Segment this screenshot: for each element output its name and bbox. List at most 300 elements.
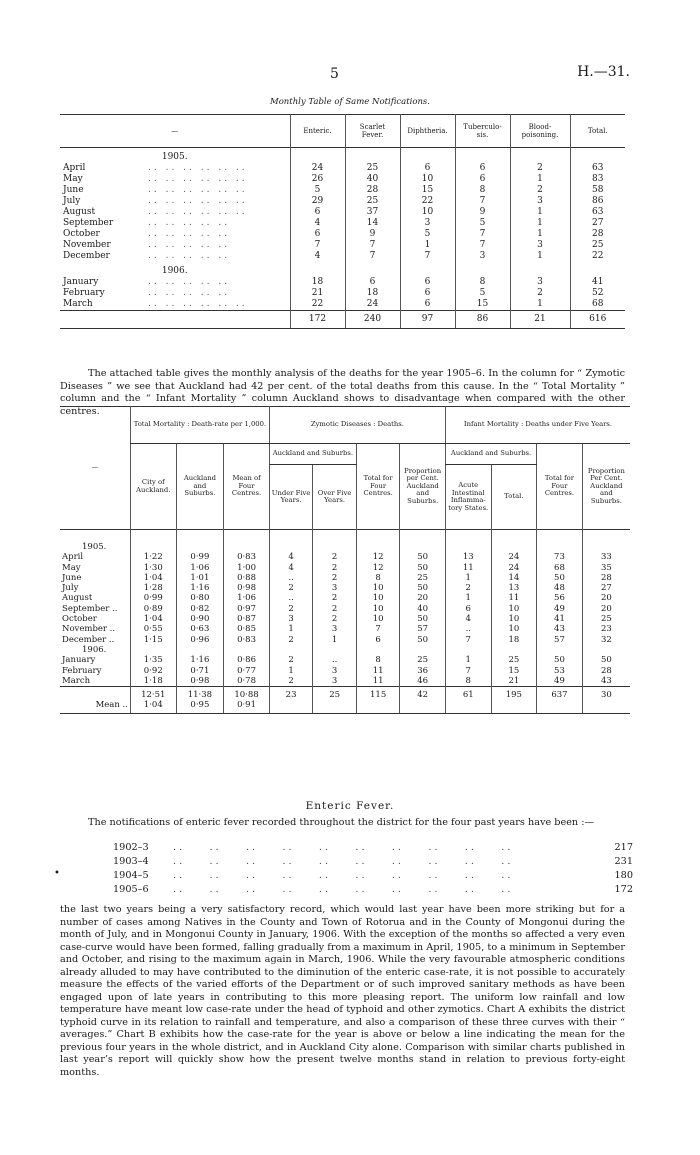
value-cell: 46 [400, 676, 446, 687]
value-cell: 3 [510, 277, 570, 288]
value-cell: 68 [570, 299, 625, 311]
value-cell: 1·30 [130, 563, 176, 573]
value-cell: 10 [491, 624, 537, 634]
infant-auckland-suburbs-header: Auckland and Suburbs. [445, 444, 536, 465]
table1-col-header: Enteric. [290, 115, 345, 148]
value-cell: .. [269, 573, 313, 583]
value-cell: 63 [570, 207, 625, 218]
value-cell: 13 [445, 552, 491, 562]
empty-cell [130, 530, 176, 553]
total-label-cell [60, 311, 290, 329]
value-cell: 0·99 [130, 593, 176, 603]
value-cell: 63 [570, 163, 625, 174]
value-cell: 1 [400, 240, 455, 251]
value-cell: 58 [570, 185, 625, 196]
value-cell: 43 [537, 624, 583, 634]
table-row [60, 552, 630, 562]
value-cell: 5 [290, 185, 345, 196]
empty-cell [537, 530, 583, 553]
table-row [60, 563, 630, 573]
table-row [60, 635, 630, 645]
empty-cell [269, 530, 313, 553]
value-cell: 1 [445, 655, 491, 665]
value-cell: 7 [356, 624, 400, 634]
value-cell: 50 [400, 614, 446, 624]
total-cell: 240 [345, 311, 400, 329]
value-cell: 56 [537, 593, 583, 603]
empty-cell [510, 262, 570, 277]
month-name: August [63, 207, 96, 217]
value-cell: 43 [582, 676, 630, 687]
value-cell: 0·97 [224, 604, 270, 614]
value-cell: 8 [356, 573, 400, 583]
value-cell: 11 [491, 593, 537, 603]
value-cell: 12 [356, 552, 400, 562]
value-cell: 20 [400, 593, 446, 603]
value-cell: 28 [345, 185, 400, 196]
sum-cell: 12·51 [130, 687, 176, 701]
value-cell: 1·04 [130, 614, 176, 624]
table-row [60, 163, 625, 174]
leader-dots: .. .. .. .. .. .. .. .. .. .. [173, 884, 514, 895]
table1-col-header: Blood- poisoning. [510, 115, 570, 148]
empty-cell [400, 530, 446, 553]
value-cell: 6 [290, 207, 345, 218]
empty-cell [269, 700, 313, 713]
sum-cell: 30 [582, 687, 630, 701]
sum-cell: 11·38 [176, 687, 224, 701]
total-cell: 86 [455, 311, 510, 329]
value-cell: 57 [400, 624, 446, 634]
total-four-header: Total for Four Centres. [356, 444, 400, 530]
year-item [113, 855, 633, 869]
value-cell: 1 [510, 229, 570, 240]
value-cell: 22 [570, 251, 625, 262]
value-cell: 10 [491, 604, 537, 614]
value-cell: 2 [313, 563, 357, 573]
value-cell: 25 [400, 655, 446, 665]
value-cell: 9 [455, 207, 510, 218]
empty-cell [356, 645, 400, 655]
value-cell: 7 [345, 251, 400, 262]
value-cell: 7 [345, 240, 400, 251]
value-cell: 25 [345, 163, 400, 174]
value-cell: 86 [570, 196, 625, 207]
row-label: August [62, 593, 93, 604]
year-row [60, 262, 625, 277]
bullet-mark: • [54, 868, 60, 879]
value-cell: 5 [400, 229, 455, 240]
total-cell: 616 [570, 311, 625, 329]
value-cell: 25 [491, 655, 537, 665]
table-row [60, 593, 630, 603]
value-cell: 73 [537, 552, 583, 562]
value-cell: 13 [491, 583, 537, 593]
value-cell: 15 [400, 185, 455, 196]
value-cell: 35 [582, 563, 630, 573]
table-row [60, 624, 630, 634]
sum-label-cell [60, 687, 130, 701]
value-cell: 6 [400, 163, 455, 174]
table-row [60, 251, 625, 262]
month-name: October [63, 229, 100, 239]
over-five-header: Over Five Years. [313, 465, 357, 530]
value-cell: 1 [269, 624, 313, 634]
year-label: 1906. [161, 266, 188, 276]
value-cell: 12 [356, 563, 400, 573]
table-row [60, 277, 625, 288]
empty-cell [570, 262, 625, 277]
sum-cell: 25 [313, 687, 357, 701]
value-cell: 6 [356, 635, 400, 645]
table-row [60, 655, 630, 665]
year-row [60, 530, 630, 553]
monthly-notifications-table [60, 114, 625, 329]
row-label: May [62, 562, 81, 573]
value-cell: 10 [400, 207, 455, 218]
city-header: City of Auckland. [130, 444, 176, 530]
empty-cell [290, 262, 345, 277]
leader-dots: .. .. .. .. .. .. [148, 174, 248, 184]
value-cell: 0·85 [224, 624, 270, 634]
value-cell: 10 [356, 583, 400, 593]
empty-cell [269, 645, 313, 655]
empty-cell [345, 262, 400, 277]
month-name: December [63, 251, 110, 261]
month-name: September [63, 218, 114, 228]
value-cell: 24 [290, 163, 345, 174]
leader-dots: .. .. .. .. .. .. .. .. .. .. [173, 870, 514, 881]
value-cell: 3 [510, 240, 570, 251]
page-reference: H.—31. [577, 64, 630, 80]
empty-cell [224, 645, 270, 655]
value-cell: 4 [269, 563, 313, 573]
year-item [113, 883, 633, 897]
value-cell: 2 [510, 163, 570, 174]
row-label: December .. [62, 634, 115, 645]
value-cell: 0·86 [224, 655, 270, 665]
table-row [60, 573, 630, 583]
value-cell: 24 [345, 299, 400, 311]
value-cell: 2 [313, 604, 357, 614]
value-cell: 2 [510, 288, 570, 299]
year-item [113, 869, 633, 883]
leader-dots: .. .. .. .. .. [148, 240, 231, 250]
value-cell: 1·16 [176, 583, 224, 593]
value-cell: 11 [356, 666, 400, 676]
empty-cell [345, 148, 400, 164]
value-cell: 1·06 [224, 593, 270, 603]
value-cell: 0·90 [176, 614, 224, 624]
empty-cell [582, 700, 630, 713]
value-cell: 0·80 [176, 593, 224, 603]
row-label: November .. [62, 624, 116, 635]
empty-cell [224, 530, 270, 553]
table-row [60, 185, 625, 196]
year-label: 1905. [161, 152, 188, 162]
month-name: March [63, 299, 93, 309]
value-cell: 2 [269, 676, 313, 687]
dash-header: — [91, 463, 99, 472]
total-cell: 97 [400, 311, 455, 329]
table-row [60, 196, 625, 207]
empty-cell [176, 530, 224, 553]
mean-cell: 0·91 [224, 700, 270, 713]
empty-cell [537, 645, 583, 655]
table-row [60, 299, 625, 311]
value-cell: 22 [400, 196, 455, 207]
empty-cell [455, 148, 510, 164]
value-cell: 7 [455, 229, 510, 240]
empty-cell [445, 700, 491, 713]
value-cell: 15 [455, 299, 510, 311]
value-cell: 50 [400, 552, 446, 562]
value-cell: 2 [313, 614, 357, 624]
table1-col-header: Scarlet Fever. [345, 115, 400, 148]
value-cell: 27 [582, 583, 630, 593]
table-row [60, 174, 625, 185]
month-name: May [63, 174, 83, 184]
empty-cell [491, 530, 537, 553]
sum-cell: 42 [400, 687, 446, 701]
total-four-b-header: Total for Four Centres. [537, 444, 583, 530]
leader-dots: .. .. .. .. .. .. [148, 299, 248, 309]
table-row [60, 583, 630, 593]
auck-sub-header: Auckland and Suburbs. [176, 444, 224, 530]
empty-cell [582, 530, 630, 553]
value-cell: 36 [400, 666, 446, 676]
value-cell: 25 [400, 573, 446, 583]
total-cell: 172 [290, 311, 345, 329]
row-label: July [62, 583, 79, 594]
month-name: July [63, 196, 81, 206]
value-cell: 1 [510, 251, 570, 262]
value-cell: 2 [269, 635, 313, 645]
value-cell: 20 [582, 604, 630, 614]
value-cell: 1 [445, 573, 491, 583]
value-cell: 4 [290, 218, 345, 229]
value-cell: 5 [455, 288, 510, 299]
proportion-b-header: Proportion Per Cent. Auckland and Suburbs. [582, 444, 630, 530]
year-label: 1905–6 [113, 884, 149, 895]
sum-cell: 115 [356, 687, 400, 701]
row-label: March [62, 675, 91, 686]
total-mortality-header: Total Mortality : Death-rate per 1,000. [130, 407, 269, 444]
month-cell [60, 229, 290, 240]
month-name: April [63, 163, 86, 173]
value-cell: 7 [445, 635, 491, 645]
value-cell: 1 [510, 174, 570, 185]
value-cell: 41 [537, 614, 583, 624]
value-cell: .. [445, 624, 491, 634]
value-cell: 21 [290, 288, 345, 299]
sum-cell: 10·88 [224, 687, 270, 701]
value-cell: 3 [400, 218, 455, 229]
analysis-paragraph: The attached table gives the monthly analysis of the deaths for the year 1905–6. In the column for “ Zymotic Diseases ” we see that Auckland had 42 per cent. of the total deaths from this cause. In the “ Total Mortality ” column and the “ Infant Mortality ” column Auckland shows to disadvantage when compared with the other centres. [60, 368, 625, 417]
value-cell: 32 [582, 635, 630, 645]
value-cell: .. [313, 655, 357, 665]
value-cell: 6 [455, 163, 510, 174]
table-row [60, 207, 625, 218]
table-row [60, 676, 630, 687]
empty-cell [400, 700, 446, 713]
month-cell [60, 196, 290, 207]
value-cell: 2 [313, 573, 357, 583]
value-cell: 2 [269, 655, 313, 665]
empty-cell [491, 700, 537, 713]
value-cell: 40 [400, 604, 446, 614]
value-cell: 5 [455, 218, 510, 229]
value-cell: 1 [510, 207, 570, 218]
year-item [113, 841, 633, 855]
year-count: 172 [614, 884, 633, 895]
value-cell: 0·55 [130, 624, 176, 634]
value-cell: 27 [570, 218, 625, 229]
value-cell: 37 [345, 207, 400, 218]
value-cell: 2 [445, 583, 491, 593]
value-cell: 25 [582, 614, 630, 624]
value-cell: 18 [491, 635, 537, 645]
value-cell: 7 [290, 240, 345, 251]
value-cell: 33 [582, 552, 630, 562]
value-cell: 24 [491, 563, 537, 573]
value-cell: 3 [269, 614, 313, 624]
empty-cell [313, 530, 357, 553]
table1-col-header: — [171, 127, 179, 135]
empty-cell [510, 148, 570, 164]
value-cell: 53 [537, 666, 583, 676]
table1-title: Monthly Table of Same Notifications. [269, 97, 430, 107]
value-cell: 40 [345, 174, 400, 185]
value-cell: 3 [313, 624, 357, 634]
value-cell: 28 [582, 573, 630, 583]
value-cell: 22 [290, 299, 345, 311]
month-cell [60, 174, 290, 185]
value-cell: 2 [510, 185, 570, 196]
row-label: February [62, 665, 102, 676]
zymotic-header: Zymotic Diseases : Deaths. [269, 407, 445, 444]
value-cell: 0·87 [224, 614, 270, 624]
value-cell: 2 [313, 552, 357, 562]
value-cell: 4 [269, 552, 313, 562]
month-cell [60, 277, 290, 288]
table1-col-header: Tuberculo- sis. [455, 115, 510, 148]
month-cell [60, 299, 290, 311]
value-cell: 0·77 [224, 666, 270, 676]
value-cell: 9 [345, 229, 400, 240]
proportion-header: Proportion per Cent. Auckland and Suburbs. [400, 444, 446, 530]
leader-dots: .. .. .. .. .. .. [148, 196, 248, 206]
leader-dots: .. .. .. .. .. .. [148, 207, 248, 217]
value-cell: 49 [537, 676, 583, 687]
month-cell [60, 207, 290, 218]
value-cell: 83 [570, 174, 625, 185]
value-cell: 0·92 [130, 666, 176, 676]
value-cell: 14 [345, 218, 400, 229]
value-cell: 1·00 [224, 563, 270, 573]
sum-cell: 195 [491, 687, 537, 701]
value-cell: 10 [356, 614, 400, 624]
value-cell: 7 [400, 251, 455, 262]
value-cell: 0·98 [176, 676, 224, 687]
enteric-years-list [113, 841, 633, 897]
empty-cell [356, 700, 400, 713]
value-cell: 7 [445, 666, 491, 676]
month-name: February [63, 288, 105, 298]
month-cell [60, 163, 290, 174]
month-cell [60, 185, 290, 196]
empty-cell [400, 148, 455, 164]
value-cell: 8 [356, 655, 400, 665]
sum-cell: 61 [445, 687, 491, 701]
empty-cell [313, 645, 357, 655]
value-cell: 18 [290, 277, 345, 288]
value-cell: 3 [313, 666, 357, 676]
empty-cell [130, 645, 176, 655]
row-label: October [62, 614, 97, 625]
value-cell: 21 [491, 676, 537, 687]
empty-cell [455, 262, 510, 277]
mean-cell: 1·04 [130, 700, 176, 713]
year-row [60, 148, 625, 164]
value-cell: 10 [356, 593, 400, 603]
mean-cell: 0·95 [176, 700, 224, 713]
infant-header: Infant Mortality : Deaths under Five Years. [445, 407, 630, 444]
value-cell: 0·83 [224, 635, 270, 645]
table-row [60, 614, 630, 624]
empty-cell [290, 148, 345, 164]
table-row [60, 288, 625, 299]
value-cell: 0·88 [224, 573, 270, 583]
empty-cell [445, 530, 491, 553]
value-cell: 3 [313, 583, 357, 593]
value-cell: 6 [345, 277, 400, 288]
value-cell: 14 [491, 573, 537, 583]
value-cell: 1·18 [130, 676, 176, 687]
value-cell: 1·28 [130, 583, 176, 593]
value-cell: 50 [537, 573, 583, 583]
month-cell [60, 251, 290, 262]
value-cell: 1 [313, 635, 357, 645]
year-label: 1904–5 [113, 870, 149, 881]
value-cell: 0·78 [224, 676, 270, 687]
value-cell: 15 [491, 666, 537, 676]
value-cell: 1 [510, 218, 570, 229]
enteric-intro: The notifications of enteric fever recorded throughout the district for the four past years have been :— [88, 817, 595, 828]
empty-cell [313, 700, 357, 713]
empty-cell [356, 530, 400, 553]
leader-dots: .. .. .. .. .. [148, 288, 231, 298]
empty-cell [537, 700, 583, 713]
value-cell: 41 [570, 277, 625, 288]
year-row [60, 645, 630, 655]
value-cell: 4 [445, 614, 491, 624]
zymotic-auckland-suburbs-header: Auckland and Suburbs. [269, 444, 356, 465]
value-cell: 6 [400, 299, 455, 311]
sum-cell: 637 [537, 687, 583, 701]
row-label: 1905. [82, 542, 107, 552]
table-row [60, 240, 625, 251]
acute-header: Acute Intestinal Inflamma- tory States. [445, 465, 491, 530]
value-cell: 50 [400, 583, 446, 593]
value-cell: 49 [537, 604, 583, 614]
year-label: 1902–3 [113, 842, 149, 853]
value-cell: 25 [345, 196, 400, 207]
value-cell: 8 [445, 676, 491, 687]
year-count: 180 [614, 870, 633, 881]
value-cell: 10 [356, 604, 400, 614]
leader-dots: .. .. .. .. .. [148, 251, 231, 261]
